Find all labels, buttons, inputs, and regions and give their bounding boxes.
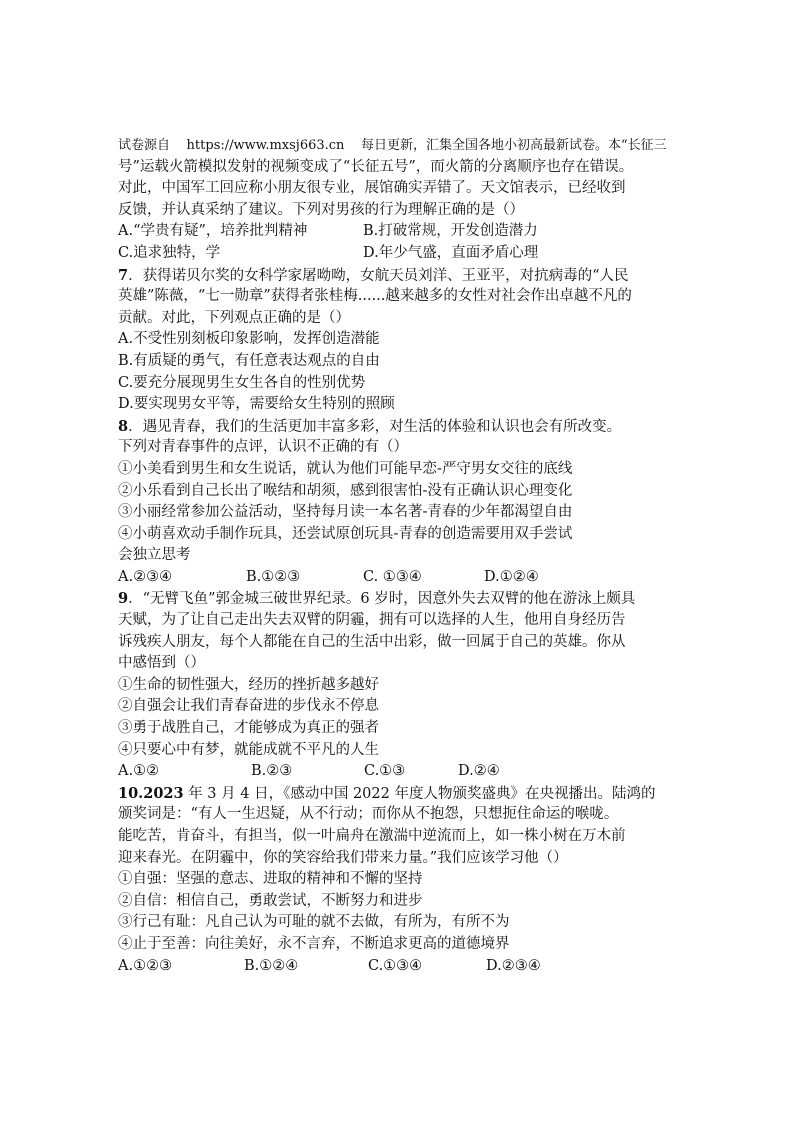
q9-number: 9 — [118, 590, 129, 608]
q8-line-text: ．遇见青春，我们的生活更加丰富多彩，对生活的体验和认识也会有所改变。 — [128, 418, 622, 435]
q7-line: 贡献。对此，下列观点正确的是（） — [118, 309, 350, 326]
q10-option-c: C.①③④ — [368, 957, 423, 974]
q9-line: 中感悟到（） — [118, 655, 205, 672]
q9-line: 天赋，为了让自己走出失去双臂的阴霾，拥有可以选择的人生，他用自身经历告 — [118, 612, 626, 629]
q8-number: 8 — [118, 417, 129, 435]
q9-item: ②自强会让我们青春奋进的步伐永不停息 — [118, 698, 379, 715]
q8-option-c: C. ①③④ — [363, 568, 422, 585]
exam-content — [118, 135, 678, 977]
q8-item: ②小乐看到自己长出了喉结和胡须，感到很害怕-没有正确认识心理变化 — [118, 482, 573, 499]
q9-option-c: C.①③ — [364, 763, 406, 780]
q6-options-row — [118, 243, 678, 265]
q9-option-a: A.①② — [118, 763, 160, 780]
q7-option-b: B.有质疑的勇气，有任意表达观点的自由 — [118, 352, 380, 369]
q8-option-d: D.①②④ — [484, 568, 539, 585]
q10-item: ④止于至善：向往美好，永不言弃，不断追求更高的道德境界 — [118, 935, 510, 952]
q8-line — [118, 416, 678, 438]
q10-option-b: B.①②④ — [244, 957, 299, 974]
q10-line: 迎来春光。在阴霾中，你的笑容给我们带来力量。”我们应该学习他（） — [118, 849, 568, 866]
q10-line: 颁奖词是：“有人一生迟疑，从不行动；而你从不抱怨，只想扼住命运的喉咙。 — [118, 806, 619, 823]
q6-option-c: C.追求独特，学 — [118, 244, 221, 261]
q9-item: ①生命的韧性强大，经历的挫折越多越好 — [118, 676, 379, 693]
q10-item: ③行己有耻：凡自己认为可耻的就不去做，有所为，有所不为 — [118, 914, 510, 931]
q10-line: 能吃苦，肯奋斗，有担当，似一叶扁舟在激湍中逆流而上，如一株小树在万木前 — [118, 828, 626, 844]
q7-line-text: ．获得诺贝尔奖的女科学家屠呦呦，女航天员刘洋、王亚平，对抗病毒的“人民 — [128, 267, 629, 284]
q10-number: 10.2023 — [118, 784, 184, 802]
q10-line — [118, 783, 678, 805]
q7-line: 英雄”陈薇，“七一勋章”获得者张桂梅......越来越多的女性对社会作出卓越不凡的 — [118, 288, 632, 305]
q6-option-d: D.年少气盛，直面矛盾心理 — [363, 244, 539, 261]
q6-options-row — [118, 221, 678, 243]
q10-line-text: 年 3 月 4 日，《感动中国 2022 年度人物颁奖盛典》在央视播出。陆鸿的 — [183, 785, 656, 802]
q9-option-b: B.②③ — [251, 763, 293, 780]
q8-options-row — [118, 567, 678, 589]
q7-option-d: D.要实现男女平等，需要给女生特别的照顾 — [118, 396, 395, 413]
q10-option-d: D.②③④ — [486, 957, 541, 974]
q9-item: ③勇于战胜自己，才能够成为真正的强者 — [118, 720, 379, 737]
q8-option-a: A.②③④ — [118, 568, 173, 585]
header-line — [118, 135, 678, 157]
source-slogan: 每日更新，汇集全国各地小初高最新试卷。本“长征三 — [360, 138, 667, 153]
q9-line-text: ．“无臂飞鱼”郭金城三破世界纪录。6 岁时，因意外失去双臂的他在游泳上颇具 — [128, 591, 636, 608]
q7-option-a: A.不受性别刻板印象影响，发挥创造潜能 — [118, 331, 380, 348]
q9-line — [118, 588, 678, 610]
q6-option-b: B.打破常规，开发创造潜力 — [363, 223, 538, 240]
q7-option-c: C.要充分展现男生女生各自的性别优势 — [118, 374, 366, 391]
source-label: 试卷源自 — [118, 138, 171, 153]
q10-item: ①自强：坚强的意志、进取的精神和不懈的坚持 — [118, 871, 423, 888]
q6-line: 号”运载火箭模拟发射的视频变成了“长征五号”，而火箭的分离顺序也存在错误。 — [118, 158, 634, 175]
q7-line — [118, 265, 678, 287]
q7-number: 7 — [118, 266, 129, 284]
q9-line: 诉残疾人朋友，每个人都能在自己的生活中出彩，做一回属于自己的英雄。你从 — [118, 633, 626, 650]
q10-item: ②自信：相信自己，勇敢尝试，不断努力和进步 — [118, 892, 423, 909]
q8-item: ③小丽经常参加公益活动，坚持每月读一本名著-青春的少年都渴望自由 — [118, 504, 573, 521]
q6-option-a: A.“学贵有疑”，培养批判精神 — [118, 223, 308, 240]
q8-line: 下列对青春事件的点评，认识不正确的有（） — [118, 439, 408, 456]
q9-item: ④只要心中有梦，就能成就不平凡的人生 — [118, 741, 379, 758]
q8-item: ①小美看到男生和女生说话，就认为他们可能早恋-严守男女交往的底线 — [118, 460, 573, 477]
source-url[interactable]: https://www.mxsj663.cn — [186, 138, 345, 153]
q8-option-b: B.①②③ — [246, 568, 301, 585]
q8-item: 会独立思考 — [118, 547, 191, 564]
q10-options-row — [118, 956, 678, 978]
q9-options-row — [118, 761, 678, 783]
q6-line: 对此，中国军工回应称小朋友很专业，展馆确实弄错了。天文馆表示，已经收到 — [118, 180, 626, 197]
q8-item: ④小萌喜欢动手制作玩具，还尝试原创玩具-青春的创造需要用双手尝试 — [118, 525, 573, 542]
q10-option-a: A.①②③ — [118, 957, 173, 974]
q6-line: 反馈，并认真采纳了建议。下列对男孩的行为理解正确的是（） — [118, 201, 524, 218]
q9-option-d: D.②④ — [458, 763, 500, 780]
